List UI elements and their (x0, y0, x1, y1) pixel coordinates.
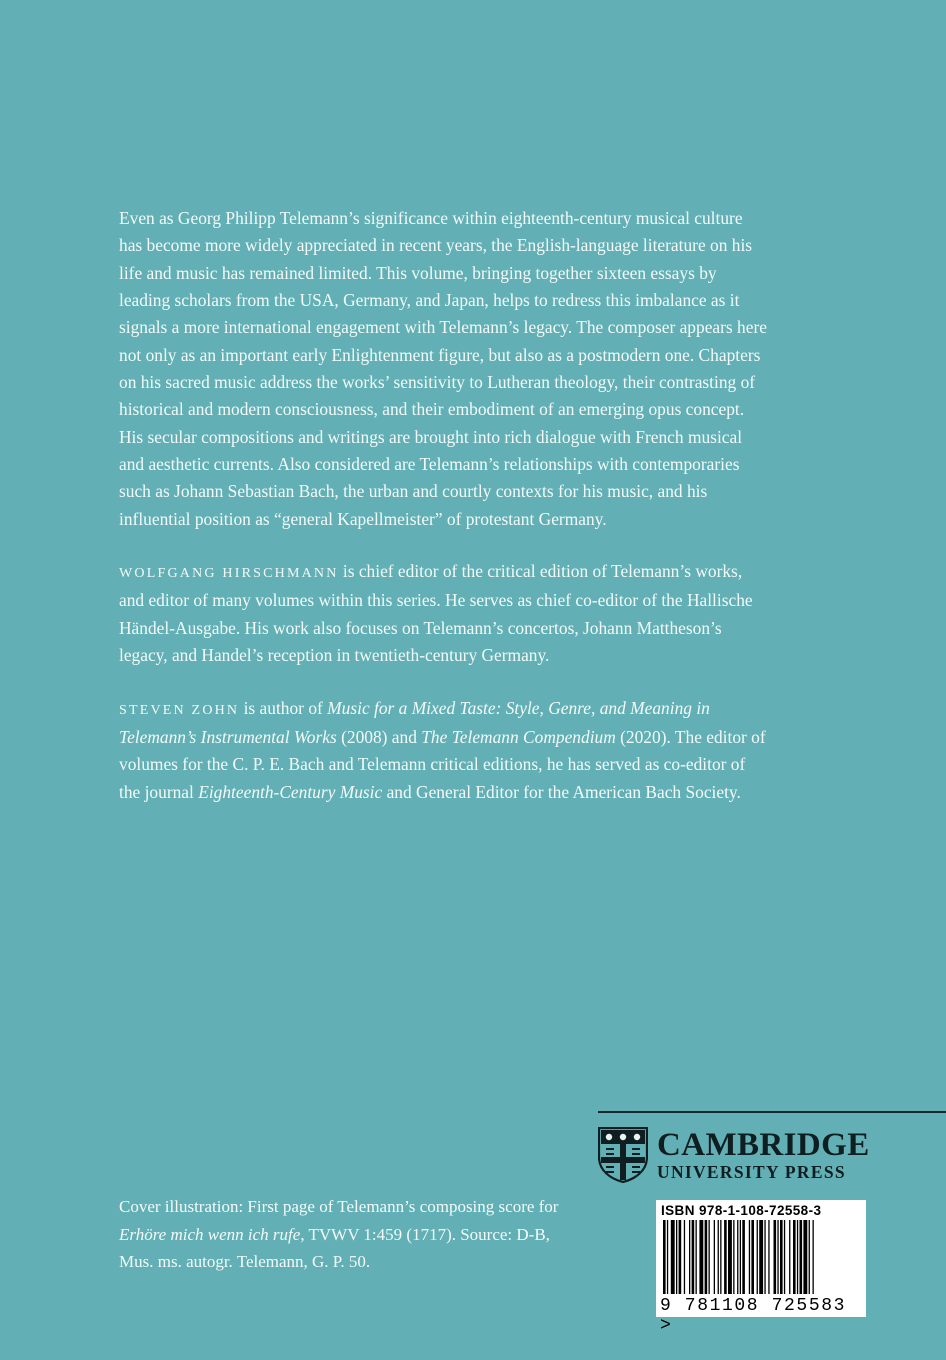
barcode-bar (793, 1220, 796, 1294)
journal-title: Eighteenth-Century Music (198, 781, 383, 802)
barcode-bar (740, 1220, 741, 1294)
barcode-bar (751, 1220, 754, 1294)
barcode-bar (689, 1220, 690, 1294)
barcode-bar (800, 1220, 803, 1294)
book-summary: Even as Georg Philipp Telemann’s significance within eighteenth-century musical culture has become more widely appreciated in recent years, the English-language literature on his life and music has remained limited. This volume, bringing together sixteen essays by leading scholars from the USA, Germany, and Japan, helps to redress this imbalance as it signals a more international engagement with Telemann’s legacy. The composer appears here not only as an important early Enlightenment figure, but also as a postmodern one. Chapters on his sacred music address the works’ sensitivity to Lutheran theology, their contrasting of historical and modern consciousness, and their embodiment of an emerging opus concept. His secular compositions and writings are brought into rich dialogue with French musical and aesthetic currents. Also considered are Telemann’s relationships with contemporaries such as Johann Sebastian Bach, the urban and courtly contexts for his music, and his influential position as “general Kapellmeister” of protestant Germany. (119, 208, 767, 529)
barcode-bar (759, 1220, 763, 1294)
back-cover-text (119, 205, 769, 831)
barcode-bar (705, 1220, 708, 1294)
editor-name: WOLFGANG HIRSCHMANN (119, 566, 339, 582)
barcode-bar (720, 1220, 721, 1294)
barcode-bars (661, 1220, 861, 1296)
barcode-bar (709, 1220, 710, 1294)
publisher-logo (598, 1127, 870, 1183)
cover-illustration-caption: Cover illustration: First page of Telemann’s composing score for Erhöre mich wenn ich rufe, TVWV 1:459 (1717). Source: D-B, Mus. ms. autogr. Telemann, G. P. 50. (119, 1197, 559, 1271)
barcode-bar (742, 1220, 745, 1294)
editor-bio-zohn: STEVEN ZOHN is author of Music for a Mixed Taste: Style, Genre, and Meaning in Telemann’s Instrumental Works (2008) and The Telemann Compendium (2020). The editor of volumes for the C. P. E. Bach and Telemann critical editions, he has served as co-editor of the journal Eighteenth-Century Music and General Editor for the American Bach Society. (119, 697, 766, 802)
barcode-bar (684, 1220, 685, 1294)
barcode-bar (789, 1220, 790, 1294)
barcode-bar (728, 1220, 732, 1294)
publisher-name: CAMBRIDGE (657, 1127, 870, 1163)
barcode-bar (780, 1220, 783, 1294)
barcode-bar (749, 1220, 750, 1294)
book-title: Music for a Mixed Taste: Style, Genre, and Meaning in Telemann’s Instrumental Works (119, 697, 710, 747)
isbn-barcode (656, 1200, 866, 1336)
barcode-bar (784, 1220, 785, 1294)
isbn-label: ISBN 978-1-108-72558-3 (661, 1203, 822, 1218)
barcode-bar (809, 1220, 810, 1294)
barcode-bar (724, 1220, 727, 1294)
barcode-bar (774, 1220, 777, 1294)
publisher-subname: UNIVERSITY PRESS (657, 1162, 846, 1182)
barcode-bar (667, 1220, 668, 1294)
editor-name: STEVEN ZOHN (119, 702, 240, 718)
barcode-bar (803, 1220, 807, 1294)
barcode-bar (699, 1220, 703, 1294)
barcode-bar (679, 1220, 682, 1294)
barcode-bar (671, 1220, 675, 1294)
isbn-digits: 9 781108 725583 > (660, 1296, 847, 1336)
barcode-bar (663, 1220, 666, 1294)
book-title: The Telemann Compendium (421, 726, 616, 747)
barcode-bar (777, 1220, 778, 1294)
barcode-bar (768, 1220, 769, 1294)
barcode-bar (696, 1220, 697, 1294)
barcode-bar (813, 1220, 814, 1294)
barcode-bar (676, 1220, 677, 1294)
barcode-bar (797, 1220, 798, 1294)
barcode-bar (714, 1220, 715, 1294)
barcode-bar (764, 1220, 765, 1294)
publisher-divider (598, 1111, 946, 1113)
barcode-bar (757, 1220, 758, 1294)
editor-bio-hirschmann: WOLFGANG HIRSCHMANN is chief editor of the critical edition of Telemann’s works, and editor of many volumes within this series. He serves as chief co-editor of the Hallische Händel-Ausgabe. His work also focuses on Telemann’s concertos, Johann Mattheson’s legacy, and Handel’s reception in twentieth-century Germany. (119, 561, 753, 666)
barcode-bar (733, 1220, 734, 1294)
cambridge-shield-icon (598, 1127, 648, 1183)
work-title: Erhöre mich wenn ich rufe (119, 1224, 301, 1244)
barcode-bar (737, 1220, 738, 1294)
barcode-bar (692, 1220, 695, 1294)
barcode-bar (718, 1220, 719, 1294)
